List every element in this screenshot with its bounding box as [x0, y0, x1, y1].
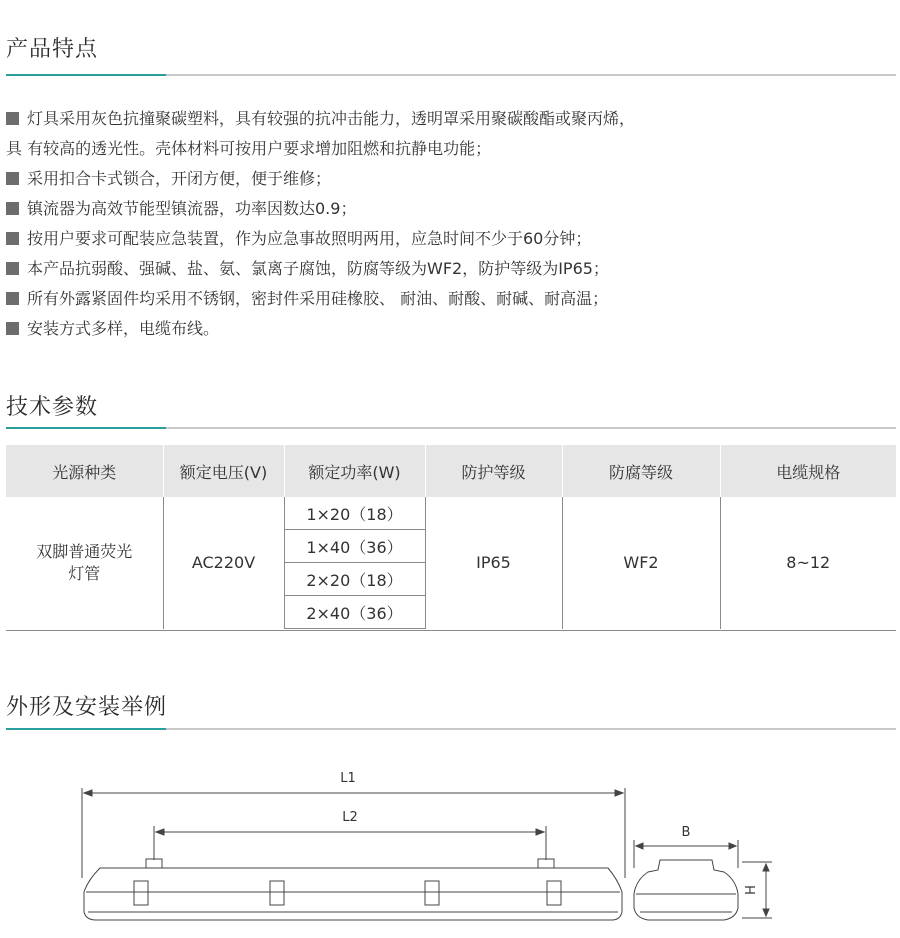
feature-text: 采用扣合卡式锁合，开闭方便，便于维修； [27, 169, 332, 188]
arrow-left-icon [84, 790, 92, 796]
feature-text: 镇流器为高效节能型镇流器，功率因数达0.9； [27, 199, 357, 218]
mount-bracket [146, 859, 162, 868]
arrow-up-icon [763, 864, 769, 871]
mount-bracket [538, 859, 554, 868]
b-label: B [681, 825, 691, 840]
h-label: H [744, 885, 759, 895]
feature-item [6, 254, 894, 284]
latch-clip [134, 881, 148, 905]
arrow-left-icon [636, 843, 643, 849]
cell-protection: IP65 [425, 497, 562, 629]
header-voltage: 额定电压(V) [163, 445, 284, 497]
header-light-source: 光源种类 [6, 445, 163, 497]
feature-item [6, 104, 894, 164]
arrow-left-icon [156, 829, 164, 835]
table-row [6, 497, 896, 530]
fixture-end-body [634, 860, 738, 920]
square-bullet-icon [6, 232, 19, 245]
feature-item [6, 164, 894, 194]
square-bullet-icon [6, 262, 19, 275]
feature-item [6, 224, 894, 254]
square-bullet-icon [6, 202, 19, 215]
features-divider [6, 74, 896, 76]
cell-anticorrosion: WF2 [562, 497, 720, 629]
latch-clip [547, 881, 561, 905]
cell-voltage: AC220V [163, 497, 284, 629]
square-bullet-icon [6, 292, 19, 305]
fixture-drawing [0, 760, 900, 938]
header-protection: 防护等级 [425, 445, 562, 497]
arrow-right-icon [615, 790, 623, 796]
arrow-right-icon [536, 829, 544, 835]
feature-text: 按用户要求可配装应急装置，作为应急事故照明两用，应急时间不少于60分钟； [27, 229, 592, 248]
cell-power: 2×20（18） [284, 563, 425, 596]
features-title: 产品特点 [6, 37, 99, 62]
drawing-title: 外形及安装举例 [6, 695, 168, 720]
cell-power: 1×20（18） [284, 497, 425, 530]
spec-table [6, 445, 896, 629]
cell-cable: 8~12 [720, 497, 896, 629]
light-source-line1: 双脚普通荧光 [36, 541, 133, 561]
square-bullet-icon [6, 112, 19, 125]
feature-item [6, 194, 894, 224]
header-power: 额定功率(W) [284, 445, 425, 497]
cell-power: 1×40（36） [284, 530, 425, 563]
feature-item [6, 284, 894, 314]
square-bullet-icon [6, 172, 19, 185]
feature-text: 安装方式多样，电缆布线。 [27, 319, 220, 338]
feature-item [6, 314, 894, 344]
feature-text-continued: 具 有较高的透光性。壳体材料可按用户要求增加阻燃和抗静电功能； [6, 139, 492, 158]
arrow-right-icon [729, 843, 736, 849]
header-anticorrosion: 防腐等级 [562, 445, 720, 497]
feature-text: 本产品抗弱酸、强碱、盐、氨、氯离子腐蚀，防腐等级为WF2，防护等级为IP65； [27, 259, 609, 278]
arrow-down-icon [763, 909, 769, 916]
l1-label: L1 [340, 771, 356, 786]
latch-clip [270, 881, 284, 905]
feature-text: 所有外露紧固件均采用不锈钢，密封件采用硅橡胶、 耐油、耐酸、耐碱、耐高温； [27, 289, 609, 308]
square-bullet-icon [6, 322, 19, 335]
specs-title: 技术参数 [6, 395, 99, 420]
specs-divider [6, 427, 896, 429]
feature-text: 灯具采用灰色抗撞聚碳塑料，具有较强的抗冲击能力，透明罩采用聚碳酸酯或聚丙烯， [27, 109, 636, 128]
cell-light-source [6, 497, 163, 629]
table-header-row [6, 445, 896, 497]
drawing-divider [6, 728, 896, 730]
light-source-line2: 灯管 [68, 563, 101, 583]
cell-power: 2×40（36） [284, 596, 425, 629]
header-cable: 电缆规格 [720, 445, 896, 497]
table-bottom-rule [6, 630, 896, 631]
l2-label: L2 [342, 810, 358, 825]
feature-list [6, 104, 894, 344]
latch-clip [425, 881, 439, 905]
